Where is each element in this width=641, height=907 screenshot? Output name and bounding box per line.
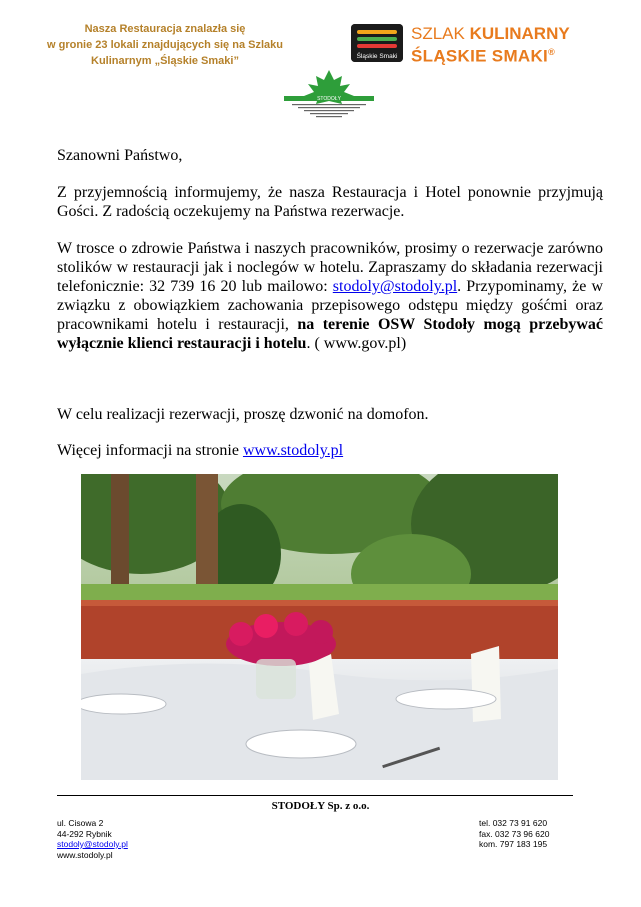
paragraph-3: W celu realizacji rezerwacji, proszę dzwonić na domofon. (57, 406, 429, 423)
paragraph-2-part-1: W trosce o zdrowie Państwa i naszych pracowników, prosimy o rezerwacje zarówno stolików w restauracji jak i noclegów w hotelu. Zapraszamy do składania rezerwacji telefonicznie: 32 739 16 20 lub mailowo: (57, 240, 603, 295)
paragraph-2 (57, 239, 603, 353)
greeting: Szanowni Państwo, (57, 147, 183, 164)
kulinarny-word: KULINARNY (469, 24, 570, 43)
badge-caption: Śląskie Smaki (356, 53, 398, 60)
footer-company-name: STODOŁY Sp. z o.o. (271, 800, 370, 812)
szlak-word: SZLAK (411, 24, 465, 43)
footer-fax: fax. 032 73 96 620 (479, 828, 550, 839)
cutlery-icon (351, 24, 403, 62)
stodoly-logo (284, 68, 374, 118)
restaurant-terrace-photo (81, 474, 558, 780)
footer-email-link[interactable]: stodoly@stodoly.pl (57, 839, 128, 849)
header-note-line-2: w gronie 23 lokali znajdujących się na Szlaku (47, 39, 283, 51)
footer-mobile: kom. 797 183 195 (479, 839, 548, 849)
header-note-line-1: Nasza Restauracja znalazła się (84, 23, 246, 35)
footer-street: ul. Cisowa 2 (57, 818, 104, 828)
szlak-title (411, 24, 570, 66)
paragraph-4-text: Więcej informacji na stronie (57, 442, 243, 459)
footer-divider (57, 795, 573, 796)
logo-text: STODOŁY (317, 96, 341, 102)
header-note-line-3: Kulinarnym „Śląskie Smaki” (91, 55, 239, 67)
footer-tel: tel. 032 73 91 620 (479, 818, 548, 828)
footer-website: www.stodoly.pl (57, 849, 113, 860)
footer-address (57, 818, 128, 860)
paragraph-2-bold: na terenie OSW Stodoły mogą przebywać wyłącznie klienci restauracji i hotelu (57, 316, 603, 352)
slaskie-smaki-badge (351, 24, 403, 62)
registered-mark: ® (548, 47, 556, 57)
footer-contact (479, 818, 549, 850)
email-link[interactable]: stodoly@stodoly.pl (332, 278, 458, 295)
paragraph-2-part-3: . ( www.gov.pl) (306, 335, 407, 352)
slaskie-smaki-title: ŚLĄSKIE SMAKI (411, 46, 549, 66)
paragraph-2-part-2: . Przypominamy, że w związku z obowiązkiem zachowania przepisowego odstępu między gośćmi oraz pracownikami hotelu i restauracji, (57, 278, 603, 333)
paragraph-4 (57, 441, 603, 460)
footer-city: 44-292 Rybnik (57, 828, 112, 839)
maple-leaf-icon (284, 68, 374, 118)
header-note (40, 21, 290, 69)
paragraph-1: Z przyjemnością informujemy, że nasza Restauracja i Hotel ponownie przyjmują Gości. Z radością oczekujemy na Państwa rezerwacje. (57, 184, 603, 220)
website-link[interactable]: www.stodoly.pl (242, 442, 344, 459)
szlak-kulinarny-logo (351, 24, 591, 64)
